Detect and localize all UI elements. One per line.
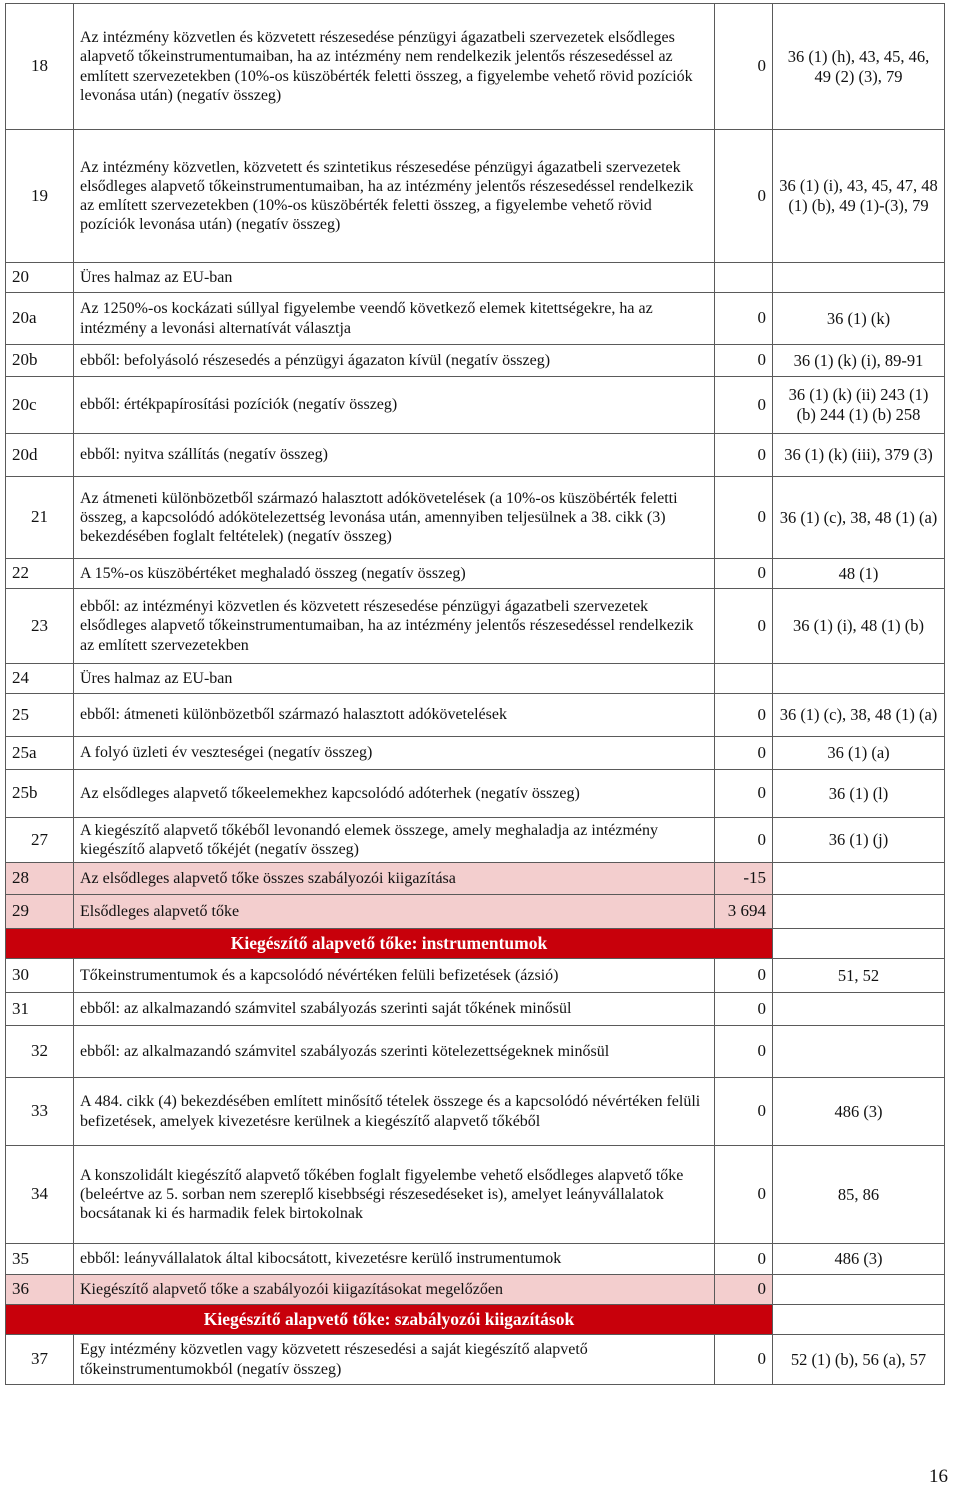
row-number: 20 <box>6 263 74 293</box>
row-reference <box>773 863 945 895</box>
table-row <box>6 1335 945 1385</box>
table-row <box>6 959 945 993</box>
row-description: Az intézmény közvetlen és közvetett részesedése pénzügyi ágazatbeli szervezetek elsődleges alapvető tőkeinstrumentumaiban, ha az intézmény nem rendelkezik jelentős részesedéssel az említett szervezetekben (10%-os küszöbérték feletti összeg, a figyelembe vehető rövid pozíciók levonása után) (negatív összeg) <box>74 4 715 130</box>
row-value: 0 <box>715 1244 773 1275</box>
row-reference: 36 (1) (c), 38, 48 (1) (a) <box>773 477 945 559</box>
row-number: 35 <box>6 1244 74 1275</box>
row-description: Az átmeneti különbözetből származó halasztott adókövetelések (a 10%-os küszöbérték feletti összeg, a kapcsolódó adókötelezettség levonása után, amennyiben teljesülnek a 38. cikk (3) bekezdésében foglalt feltételek) (negatív összeg) <box>74 477 715 559</box>
table-row <box>6 1026 945 1078</box>
section-blank <box>773 1305 945 1335</box>
row-reference: 52 (1) (b), 56 (a), 57 <box>773 1335 945 1385</box>
row-number: 25a <box>6 737 74 770</box>
row-reference <box>773 895 945 929</box>
row-value: 0 <box>715 770 773 818</box>
row-description: Az intézmény közvetlen, közvetett és szintetikus részesedése pénzügyi ágazatbeli szervezetek elsődleges alapvető tőkeinstrumentumaiban, ha az intézmény jelentős részesedéssel rendelkezik az említett szervezetekben (10%-os küszöbérték feletti összeg, a figyelembe vehető rövid pozíciók levonása után) (negatív összeg) <box>74 130 715 263</box>
table-row <box>6 1078 945 1146</box>
row-value: 0 <box>715 345 773 377</box>
row-description: A 15%-os küszöbértéket meghaladó összeg (negatív összeg) <box>74 559 715 589</box>
table-row-total <box>6 1275 945 1305</box>
row-value: 0 <box>715 737 773 770</box>
row-description: ebből: átmeneti különbözetből származó halasztott adókövetelések <box>74 694 715 737</box>
row-description: Elsődleges alapvető tőke <box>74 895 715 929</box>
row-reference: 36 (1) (k) (i), 89-91 <box>773 345 945 377</box>
table-row <box>6 263 945 293</box>
table-row <box>6 1146 945 1244</box>
row-description: Kiegészítő alapvető tőke a szabályozói kiigazításokat megelőzően <box>74 1275 715 1305</box>
table-row <box>6 737 945 770</box>
row-number: 29 <box>6 895 74 929</box>
row-value: 0 <box>715 130 773 263</box>
section-adjustments <box>6 1305 945 1335</box>
row-description: ebből: az alkalmazandó számvitel szabályozás szerinti kötelezettségeknek minősül <box>74 1026 715 1078</box>
row-reference <box>773 664 945 694</box>
row-value: 0 <box>715 993 773 1026</box>
row-value <box>715 263 773 293</box>
row-description: Az elsődleges alapvető tőkeelemekhez kapcsolódó adóterhek (negatív összeg) <box>74 770 715 818</box>
row-number: 24 <box>6 664 74 694</box>
section-instruments <box>6 929 945 959</box>
table-row-total <box>6 895 945 929</box>
row-value: 0 <box>715 4 773 130</box>
row-value: -15 <box>715 863 773 895</box>
row-value: 0 <box>715 1078 773 1146</box>
row-value: 0 <box>715 694 773 737</box>
row-reference <box>773 1275 945 1305</box>
row-reference: 36 (1) (k) (ii) 243 (1) (b) 244 (1) (b) 258 <box>773 377 945 434</box>
row-description: Üres halmaz az EU-ban <box>74 664 715 694</box>
row-number: 20c <box>6 377 74 434</box>
row-number: 33 <box>6 1078 74 1146</box>
table-row <box>6 293 945 345</box>
table-row <box>6 770 945 818</box>
table-row <box>6 4 945 130</box>
row-number: 20b <box>6 345 74 377</box>
row-description: Az 1250%-os kockázati súllyal figyelembe veendő következő elemek kitettségekre, ha az intézmény a levonási alternatívát választja <box>74 293 715 345</box>
row-reference <box>773 263 945 293</box>
table-row <box>6 818 945 863</box>
row-number: 25b <box>6 770 74 818</box>
page-number: 16 <box>929 1466 948 1487</box>
row-description: ebből: leányvállalatok által kibocsátott, kivezetésre kerülő instrumentumok <box>74 1244 715 1275</box>
row-description: ebből: nyitva szállítás (negatív összeg) <box>74 434 715 477</box>
row-description: ebből: értékpapírosítási pozíciók (negatív összeg) <box>74 377 715 434</box>
row-reference: 36 (1) (j) <box>773 818 945 863</box>
row-value: 0 <box>715 1026 773 1078</box>
table-row <box>6 345 945 377</box>
row-value: 0 <box>715 477 773 559</box>
row-number: 22 <box>6 559 74 589</box>
row-reference: 36 (1) (i), 48 (1) (b) <box>773 589 945 664</box>
capital-disclosure-table <box>5 3 945 1385</box>
row-number: 21 <box>6 477 74 559</box>
row-value: 0 <box>715 559 773 589</box>
row-description: A 484. cikk (4) bekezdésében említett minősítő tételek összege és a kapcsolódó névértéken felüli befizetések, amelyek kivezetésre kerülnek a kiegészítő alapvető tőkéből <box>74 1078 715 1146</box>
row-number: 20a <box>6 293 74 345</box>
table-row <box>6 664 945 694</box>
row-value: 0 <box>715 1335 773 1385</box>
row-value: 0 <box>715 959 773 993</box>
table-body <box>6 4 945 1385</box>
table-row <box>6 130 945 263</box>
row-number: 36 <box>6 1275 74 1305</box>
row-reference: 36 (1) (c), 38, 48 (1) (a) <box>773 694 945 737</box>
row-number: 37 <box>6 1335 74 1385</box>
row-reference: 48 (1) <box>773 559 945 589</box>
table-row-total <box>6 863 945 895</box>
row-description: Üres halmaz az EU-ban <box>74 263 715 293</box>
table-row <box>6 377 945 434</box>
table-row <box>6 993 945 1026</box>
row-value: 0 <box>715 293 773 345</box>
row-number: 18 <box>6 4 74 130</box>
row-number: 19 <box>6 130 74 263</box>
row-reference: 51, 52 <box>773 959 945 993</box>
row-reference: 36 (1) (i), 43, 45, 47, 48 (1) (b), 49 (1)-(3), 79 <box>773 130 945 263</box>
row-reference: 486 (3) <box>773 1244 945 1275</box>
row-reference: 36 (1) (l) <box>773 770 945 818</box>
row-description: A folyó üzleti év veszteségei (negatív összeg) <box>74 737 715 770</box>
row-number: 32 <box>6 1026 74 1078</box>
row-reference: 36 (1) (a) <box>773 737 945 770</box>
row-value: 0 <box>715 589 773 664</box>
row-reference: 36 (1) (h), 43, 45, 46, 49 (2) (3), 79 <box>773 4 945 130</box>
row-number: 23 <box>6 589 74 664</box>
row-description: Tőkeinstrumentumok és a kapcsolódó névértéken felüli befizetések (ázsió) <box>74 959 715 993</box>
section-blank <box>773 929 945 959</box>
row-value: 0 <box>715 377 773 434</box>
row-number: 20d <box>6 434 74 477</box>
table-row <box>6 559 945 589</box>
row-reference: 85, 86 <box>773 1146 945 1244</box>
section-heading: Kiegészítő alapvető tőke: szabályozói kiigazítások <box>6 1305 773 1335</box>
table-row <box>6 1244 945 1275</box>
section-heading: Kiegészítő alapvető tőke: instrumentumok <box>6 929 773 959</box>
row-number: 25 <box>6 694 74 737</box>
table-row <box>6 434 945 477</box>
row-reference <box>773 1026 945 1078</box>
row-number: 27 <box>6 818 74 863</box>
row-reference: 36 (1) (k) (iii), 379 (3) <box>773 434 945 477</box>
row-value: 0 <box>715 1146 773 1244</box>
row-value: 0 <box>715 434 773 477</box>
row-reference: 36 (1) (k) <box>773 293 945 345</box>
row-description: Az elsődleges alapvető tőke összes szabályozói kiigazítása <box>74 863 715 895</box>
row-number: 28 <box>6 863 74 895</box>
table-row <box>6 589 945 664</box>
row-description: Egy intézmény közvetlen vagy közvetett részesedési a saját kiegészítő alapvető tőkeinstrumentumokból (negatív összeg) <box>74 1335 715 1385</box>
row-description: A kiegészítő alapvető tőkéből levonandó elemek összege, amely meghaladja az intézmény kiegészítő alapvető tőkéjét (negatív összeg) <box>74 818 715 863</box>
row-number: 34 <box>6 1146 74 1244</box>
row-number: 31 <box>6 993 74 1026</box>
row-description: ebből: az alkalmazandó számvitel szabályozás szerinti saját tőkének minősül <box>74 993 715 1026</box>
row-value: 0 <box>715 1275 773 1305</box>
table-row <box>6 477 945 559</box>
row-reference: 486 (3) <box>773 1078 945 1146</box>
table-row <box>6 694 945 737</box>
row-value <box>715 664 773 694</box>
row-value: 0 <box>715 818 773 863</box>
row-value: 3 694 <box>715 895 773 929</box>
row-reference <box>773 993 945 1026</box>
row-number: 30 <box>6 959 74 993</box>
row-description: ebből: az intézményi közvetlen és közvetett részesedése pénzügyi ágazatbeli szervezetek elsődleges alapvető tőkeinstrumentumaiban, ha az intézmény jelentős részesedéssel rendelkezik az említett szervezetekben <box>74 589 715 664</box>
row-description: A konszolidált kiegészítő alapvető tőkében foglalt figyelembe vehető elsődleges alapvető tőke (beleértve az 5. sorban nem szereplő kisebbségi részesedéseket is), amelyet leányvállalatok bocsátanak ki és harmadik felek birtokolnak <box>74 1146 715 1244</box>
row-description: ebből: befolyásoló részesedés a pénzügyi ágazaton kívül (negatív összeg) <box>74 345 715 377</box>
